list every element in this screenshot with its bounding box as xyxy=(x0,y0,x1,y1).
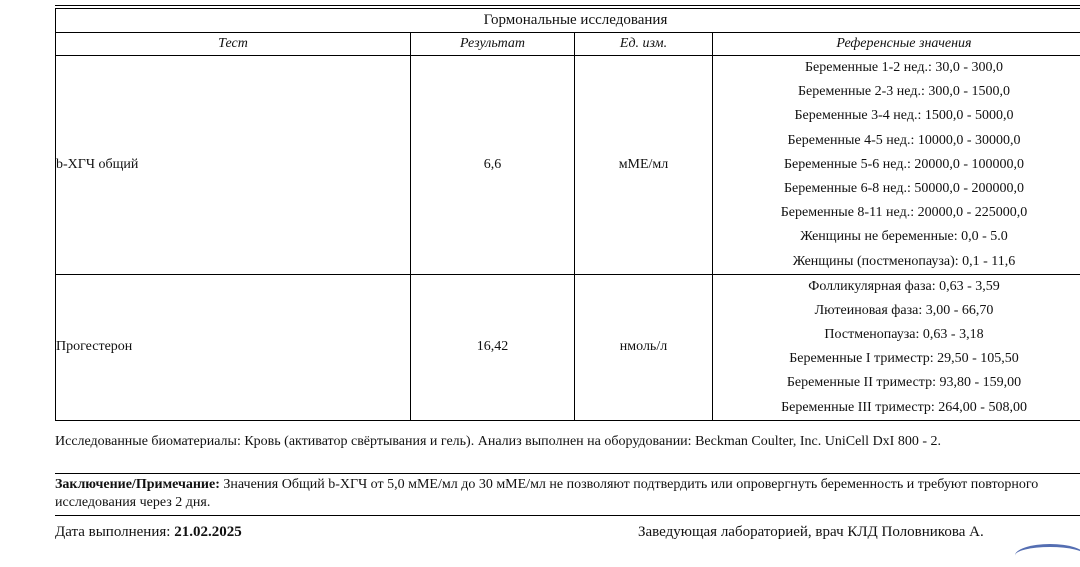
divider xyxy=(55,515,1080,516)
date-value: 21.02.2025 xyxy=(174,524,242,540)
signature-line: Заведующая лабораторией, врач КЛД Половникова А. xyxy=(638,524,984,541)
reference-line: Беременные 8-11 нед.: 20000,0 - 225000,0 xyxy=(713,201,1080,225)
test-unit: нмоль/л xyxy=(575,274,713,420)
reference-line: Беременные 1-2 нед.: 30,0 - 300,0 xyxy=(713,56,1080,80)
test-name: Прогестерон xyxy=(56,274,411,420)
reference-line: Беременные 5-6 нед.: 20000,0 - 100000,0 xyxy=(713,153,1080,177)
table-title-row xyxy=(56,9,1080,33)
reference-line: Беременные 4-5 нед.: 10000,0 - 30000,0 xyxy=(713,129,1080,153)
reference-line: Постменопауза: 0,63 - 3,18 xyxy=(713,323,1080,347)
col-header-test: Тест xyxy=(56,33,411,56)
stamp-seal xyxy=(1015,544,1080,567)
reference-line: Женщины (постменопауза): 0,1 - 11,6 xyxy=(713,250,1080,274)
conclusion-note xyxy=(55,476,1080,512)
test-result: 6,6 xyxy=(411,56,575,275)
conclusion-label: Заключение/Примечание: xyxy=(55,477,220,492)
col-header-unit: Ед. изм. xyxy=(575,33,713,56)
results-table xyxy=(55,8,1080,421)
reference-values xyxy=(713,274,1080,420)
date-label: Дата выполнения: xyxy=(55,524,174,540)
conclusion-text: Значения Общий b-ХГЧ от 5,0 мМЕ/мл до 30 мМЕ/мл не позволяют подтвердить или опровергнуть беременность и требуют повторного исследования через 2 дня. xyxy=(55,477,1038,510)
reference-line: Лютеиновая фаза: 3,00 - 66,70 xyxy=(713,299,1080,323)
table-row xyxy=(56,274,1080,420)
reference-values xyxy=(713,56,1080,275)
table-title: Гормональные исследования xyxy=(56,9,1080,33)
reference-line: Беременные II триместр: 93,80 - 159,00 xyxy=(713,371,1080,395)
reference-line: Беременные 3-4 нед.: 1500,0 - 5000,0 xyxy=(713,104,1080,128)
reference-line: Беременные 2-3 нед.: 300,0 - 1500,0 xyxy=(713,80,1080,104)
divider xyxy=(55,473,1080,474)
reference-line: Фолликулярная фаза: 0,63 - 3,59 xyxy=(713,275,1080,299)
reference-line: Беременные 6-8 нед.: 50000,0 - 200000,0 xyxy=(713,177,1080,201)
biomaterials-note: Исследованные биоматериалы: Кровь (активатор свёртывания и гель). Анализ выполнен на оборудовании: Beckman Coulter, Inc. UniCell DxI 800 - 2. xyxy=(55,433,1080,451)
reference-line: Женщины не беременные: 0,0 - 5.0 xyxy=(713,225,1080,249)
reference-line: Беременные III триместр: 264,00 - 508,00 xyxy=(713,396,1080,420)
table-row xyxy=(56,56,1080,275)
test-name: b-ХГЧ общий xyxy=(56,56,411,275)
execution-date xyxy=(55,524,242,541)
col-header-result: Результат xyxy=(411,33,575,56)
table-header-row xyxy=(56,33,1080,56)
test-result: 16,42 xyxy=(411,274,575,420)
test-unit: мМЕ/мл xyxy=(575,56,713,275)
top-rule xyxy=(55,5,1080,6)
reference-line: Беременные I триместр: 29,50 - 105,50 xyxy=(713,347,1080,371)
col-header-reference: Референсные значения xyxy=(713,33,1080,56)
